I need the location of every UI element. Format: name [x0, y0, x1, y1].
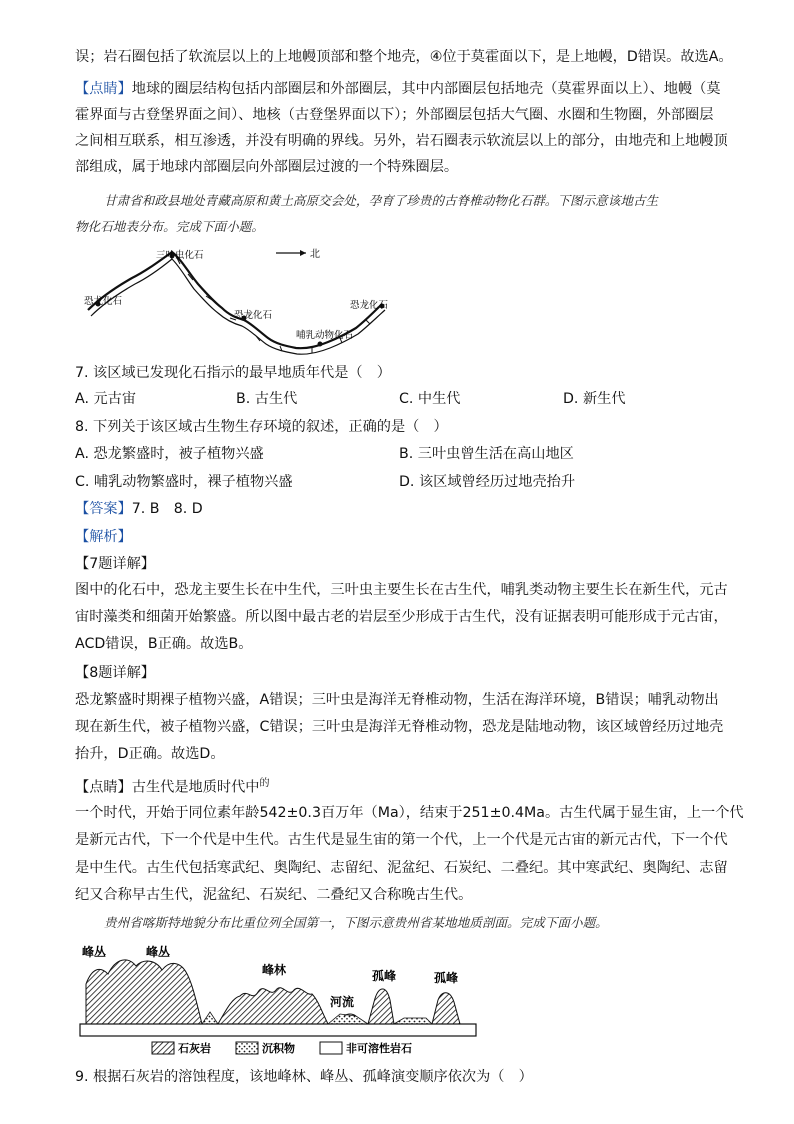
karst-profile-figure [78, 940, 478, 1058]
q8-detail-tag: 【8题详解】 [75, 665, 155, 681]
text-line: 现在新生代，被子植物兴盛，C错误；三叶虫是海洋无脊椎动物，恐龙是陆地动物，该区域曾经历过地壳 [75, 719, 724, 735]
landform-label: 孤峰 [434, 971, 459, 985]
text-line: 抬升，D正确。故选D。 [75, 746, 225, 762]
q7-option-b[interactable]: B. 古生代 [236, 391, 298, 407]
landform-label: 峰林 [262, 963, 287, 977]
analysis-tag: 【解析】 [75, 529, 132, 545]
dianjing-line: 【点睛】古生代是地质时代中$^的$ [75, 778, 270, 796]
text-line: 一个时代，开始于同位素年龄542±0.3百万年（Ma），结束于251±0.4Ma。古生代属于显生宙，上一个代 [75, 805, 744, 821]
q7-option-c[interactable]: C. 中生代 [399, 391, 461, 407]
legend-label: 沉积物 [262, 1042, 295, 1055]
fossil-label: 恐龙化石 [234, 310, 273, 321]
text-line: ACD错误，B正确。故选B。 [75, 636, 253, 652]
fossil-point-marker [318, 342, 323, 347]
q7-detail-tag: 【7题详解】 [75, 556, 155, 572]
fossil-label: 哺乳动物化石 [296, 330, 354, 341]
legend-label: 非可溶性岩石 [346, 1042, 412, 1055]
fossil-label: 三叶虫化石 [156, 250, 204, 261]
text-line: 是中生代。古生代包括寒武纪、奥陶纪、志留纪、泥盆纪、石炭纪、二叠纪。其中寒武纪、奥陶纪、志留 [75, 860, 728, 876]
q7-option-a[interactable]: A. 元古宙 [75, 391, 137, 407]
landform-label: 峰丛 [82, 945, 107, 959]
text-line: 误；岩石圈包括了软流层以上的上地幔顶部和整个地壳，④位于莫霍面以下，是上地幔，D错误。故选A。 [75, 49, 733, 65]
fossil-label: 恐龙化石 [84, 296, 123, 307]
text-line: 宙时藻类和细菌开始繁盛。所以图中最古老的岩层至少形成于古生代，没有证据表明可能形成于元古宙， [75, 609, 728, 625]
landform-label: 孤峰 [372, 969, 397, 983]
q8-option-b[interactable]: B. 三叶虫曾生活在高山地区 [399, 446, 574, 462]
north-label: 北 [310, 249, 320, 260]
question-9-stem: 9. 根据石灰岩的溶蚀程度，该地峰林、峰丛、孤峰演变顺序依次为（ ） [75, 1069, 533, 1085]
answer-line: 【答案】7. B 8. D [75, 501, 203, 517]
intro-text: 物化石地表分布。完成下面小题。 [75, 219, 264, 234]
question-8-stem: 8. 下列关于该区域古生物生存环境的叙述，正确的是（ ） [75, 419, 448, 435]
q8-option-a[interactable]: A. 恐龙繁盛时，被子植物兴盛 [75, 446, 264, 462]
q8-option-d[interactable]: D. 该区域曾经历过地壳抬升 [399, 474, 576, 490]
intro-text: 甘肃省和政县地处青藏高原和黄土高原交会处，孕育了珍贵的古脊椎动物化石群。下图示意该地古生 [104, 193, 659, 208]
limestone-legend-icon [152, 1042, 174, 1054]
fossil-distribution-figure [80, 238, 400, 358]
insoluble-rock-legend-icon [320, 1042, 342, 1054]
text-line: 之间相互联系，相互渗透，并没有明确的界线。另外，岩石圈表示软流层以上的部分，由地壳和上地幔顶 [75, 133, 728, 149]
text-line: 图中的化石中，恐龙主要生长在中生代，三叶虫主要生长在古生代，哺乳类动物主要生长在新生代，元古 [75, 582, 728, 598]
text-line: 纪又合称早古生代，泥盆纪、石炭纪、二叠纪又合称晚古生代。 [75, 887, 473, 903]
text-line: 恐龙繁盛时期裸子植物兴盛，A错误；三叶虫是海洋无脊椎动物，生活在海洋环境，B错误；哺乳动物出 [75, 692, 719, 708]
question-7-stem: 7. 该区域已发现化石指示的最早地质年代是（ ） [75, 365, 391, 381]
landform-label: 峰丛 [146, 945, 171, 959]
text-line: 是新元古代，下一个代是中生代。古生代是显生宙的第一个代，上一个代是元古宙的新元古代，下一个代 [75, 832, 728, 848]
fossil-label: 恐龙化石 [350, 300, 389, 311]
text-line: 【点睛】地球的圈层结构包括内部圈层和外部圈层，其中内部圈层包括地壳（莫霍界面以上）、地幔（莫 [75, 81, 721, 97]
intro-text: 贵州省喀斯特地貌分布比重位列全国第一，下图示意贵州省某地地质剖面。完成下面小题。 [104, 915, 608, 930]
text-line: 霍界面与古登堡界面之间）、地核（古登堡界面以下）；外部圈层包括大气圈、水圈和生物圈，外部圈层 [75, 107, 714, 123]
q7-option-d[interactable]: D. 新生代 [563, 391, 626, 407]
river-label: 河流 [330, 995, 355, 1009]
sediment-legend-icon [236, 1042, 258, 1054]
q8-option-c[interactable]: C. 哺乳动物繁盛时，裸子植物兴盛 [75, 474, 293, 490]
legend-label: 石灰岩 [178, 1042, 211, 1055]
text-line: 部组成，属于地球内部圈层向外部圈层过渡的一个特殊圈层。 [75, 159, 459, 175]
